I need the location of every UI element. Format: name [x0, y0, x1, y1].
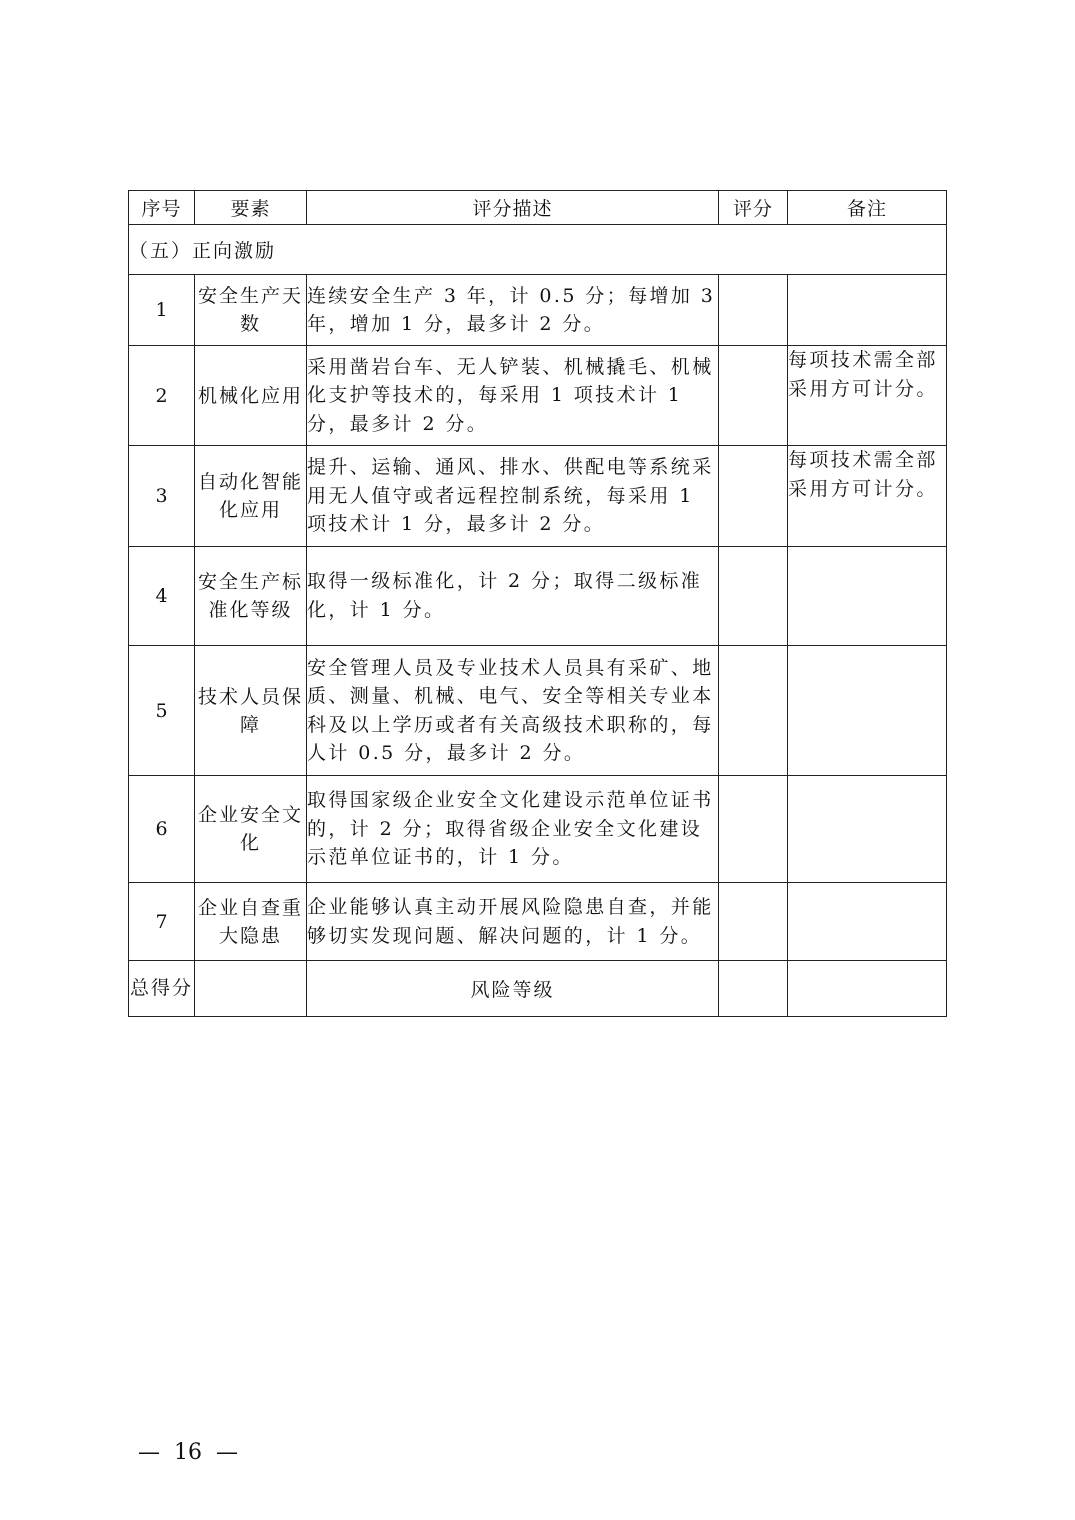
row-description: 企业能够认真主动开展风险隐患自查，并能够切实发现问题、解决问题的，计 1 分。 [307, 883, 719, 961]
row-element: 企业自查重大隐患 [195, 883, 307, 961]
total-remark [788, 961, 947, 1017]
row-description: 取得一级标准化，计 2 分；取得二级标准化，计 1 分。 [307, 547, 719, 646]
table-row [129, 776, 947, 883]
row-description: 取得国家级企业安全文化建设示范单位证书的，计 2 分；取得省级企业安全文化建设示范单位证书的，计 1 分。 [307, 776, 719, 883]
row-remark: 每项技术需全部采用方可计分。 [788, 346, 947, 446]
table-row [129, 275, 947, 346]
section-title: （五）正向激励 [129, 225, 947, 275]
risk-level-value [719, 961, 788, 1017]
row-remark [788, 776, 947, 883]
row-element: 技术人员保障 [195, 646, 307, 776]
header-score: 评分 [719, 191, 788, 225]
row-number: 7 [129, 883, 195, 961]
table-row [129, 446, 947, 547]
section-row [129, 225, 947, 275]
row-remark [788, 275, 947, 346]
row-number: 5 [129, 646, 195, 776]
row-element: 安全生产标准化等级 [195, 547, 307, 646]
row-score [719, 275, 788, 346]
table-row [129, 346, 947, 446]
row-number: 4 [129, 547, 195, 646]
row-element: 自动化智能化应用 [195, 446, 307, 547]
row-score [719, 547, 788, 646]
table-row [129, 646, 947, 776]
table-row [129, 883, 947, 961]
row-remark [788, 646, 947, 776]
row-remark: 每项技术需全部采用方可计分。 [788, 446, 947, 547]
row-description: 连续安全生产 3 年，计 0.5 分；每增加 3 年，增加 1 分，最多计 2 分。 [307, 275, 719, 346]
page-number: — 16 — [138, 1440, 238, 1465]
row-remark [788, 547, 947, 646]
row-number: 6 [129, 776, 195, 883]
scoring-table [128, 190, 947, 1017]
row-score [719, 446, 788, 547]
table-header-row [129, 191, 947, 225]
row-number: 2 [129, 346, 195, 446]
row-score [719, 776, 788, 883]
risk-level-label: 风险等级 [307, 961, 719, 1017]
row-element: 安全生产天数 [195, 275, 307, 346]
row-description: 提升、运输、通风、排水、供配电等系统采用无人值守或者远程控制系统，每采用 1 项技术计 1 分，最多计 2 分。 [307, 446, 719, 547]
header-description: 评分描述 [307, 191, 719, 225]
total-row [129, 961, 947, 1017]
header-element: 要素 [195, 191, 307, 225]
row-remark [788, 883, 947, 961]
header-no: 序号 [129, 191, 195, 225]
row-element: 企业安全文化 [195, 776, 307, 883]
row-number: 3 [129, 446, 195, 547]
row-element: 机械化应用 [195, 346, 307, 446]
row-score [719, 883, 788, 961]
total-score-label: 总得分 [129, 961, 195, 1017]
row-score [719, 346, 788, 446]
total-score-value [195, 961, 307, 1017]
header-remark: 备注 [788, 191, 947, 225]
table-row [129, 547, 947, 646]
row-description: 安全管理人员及专业技术人员具有采矿、地质、测量、机械、电气、安全等相关专业本科及以上学历或者有关高级技术职称的，每人计 0.5 分，最多计 2 分。 [307, 646, 719, 776]
row-description: 采用凿岩台车、无人铲装、机械撬毛、机械化支护等技术的，每采用 1 项技术计 1 分，最多计 2 分。 [307, 346, 719, 446]
row-score [719, 646, 788, 776]
row-number: 1 [129, 275, 195, 346]
